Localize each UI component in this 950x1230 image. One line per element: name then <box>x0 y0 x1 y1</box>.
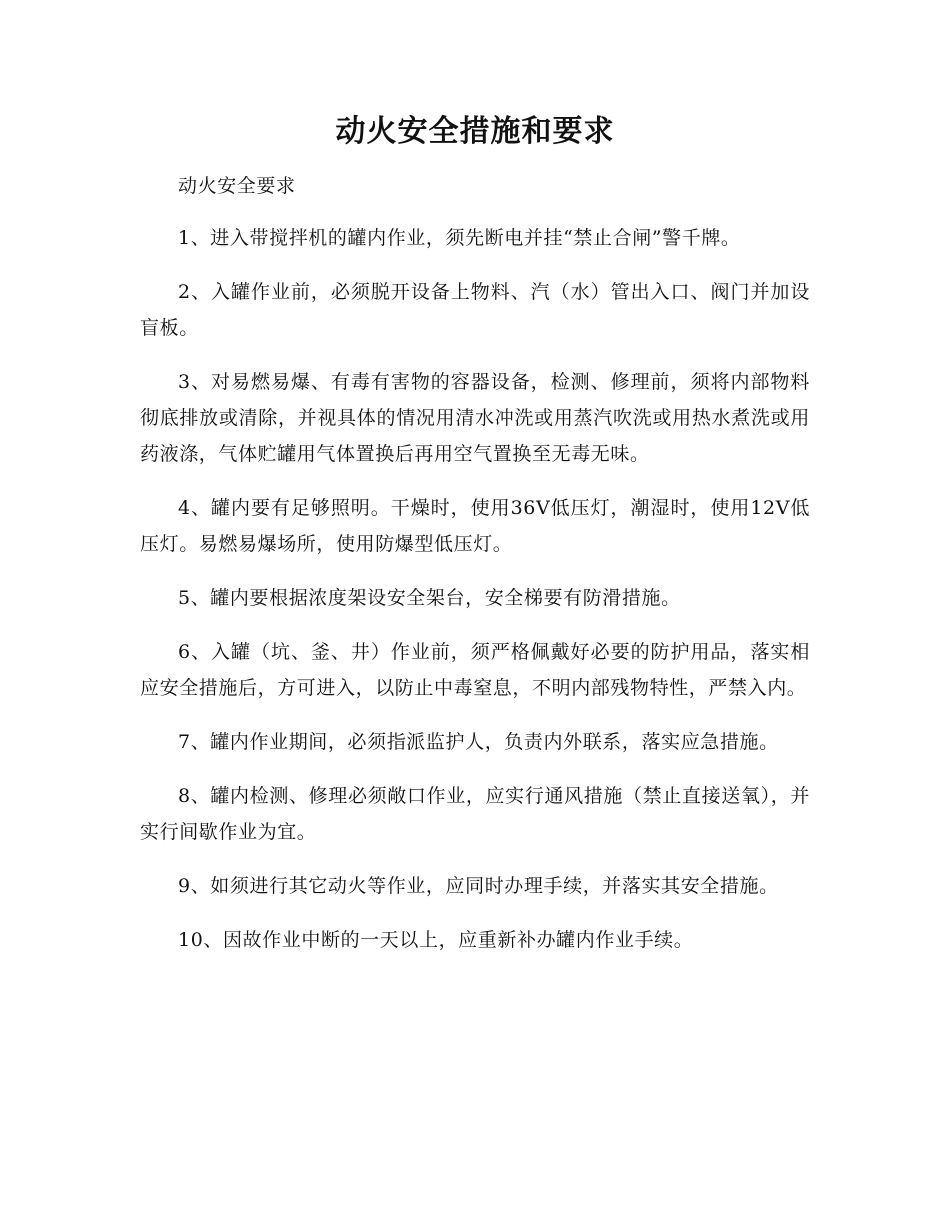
list-item: 2、入罐作业前，必须脱开设备上物料、汽（水）管出入口、阀门并加设盲板。 <box>140 281 810 339</box>
list-item: 8、罐内检测、修理必须敞口作业，应实行通风措施（禁止直接送氧），并实行间歇作业为宜。 <box>140 785 810 843</box>
list-item: 3、对易燃易爆、有毒有害物的容器设备，检测、修理前，须将内部物料彻底排放或清除，并视具体的情况用清水冲洗或用蒸汽吹洗或用热水煮洗或用药液涤，气体贮罐用气体置换后再用空气置换至无毒无味。 <box>140 371 810 465</box>
list-item: 5、罐内要根据浓度架设安全架台，安全梯要有防滑措施。 <box>178 587 681 609</box>
list-item: 10、因故作业中断的一天以上，应重新补办罐内作业手续。 <box>178 929 694 951</box>
list-item: 4、罐内要有足够照明。干燥时，使用36V低压灯，潮湿时，使用12V低压灯。易燃易爆场所，使用防爆型低压灯。 <box>140 497 810 555</box>
document-body <box>140 168 810 976</box>
list-item: 9、如须进行其它动火等作业，应同时办理手续，并落实其安全措施。 <box>178 875 779 897</box>
section-subheading: 动火安全要求 <box>178 175 296 197</box>
list-item: 7、罐内作业期间，必须指派监护人，负责内外联系，落实应急措施。 <box>178 731 779 753</box>
list-item: 1、进入带搅拌机的罐内作业，须先断电并挂“禁止合闸”警千牌。 <box>178 227 741 249</box>
document-title: 动火安全措施和要求 <box>335 114 615 149</box>
list-item: 6、入罐（坑、釜、井）作业前，须严格佩戴好必要的防护用品，落实相应安全措施后，方可进入，以防止中毒窒息，不明内部残物特性，严禁入内。 <box>140 641 810 699</box>
